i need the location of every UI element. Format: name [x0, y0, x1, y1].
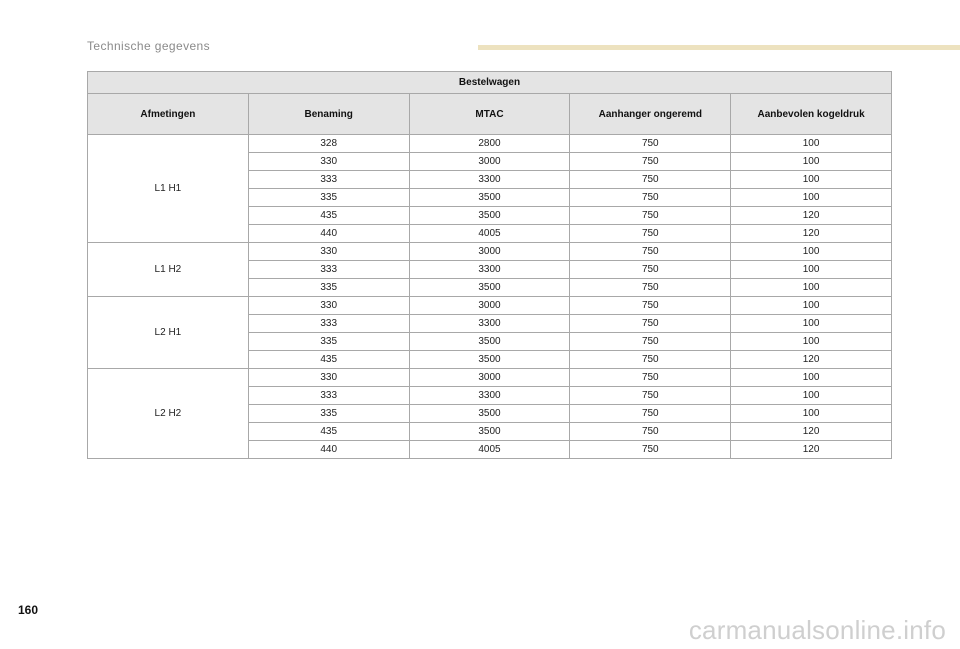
header-accent-bar [478, 45, 960, 50]
table-cell: 3000 [409, 153, 570, 171]
section-title: Technische gegevens [87, 39, 211, 53]
table-row [88, 243, 892, 261]
table-cell: 750 [570, 315, 731, 333]
table-cell: 100 [731, 315, 892, 333]
table-cell: 120 [731, 423, 892, 441]
table-cell: 750 [570, 135, 731, 153]
table-cell: 750 [570, 279, 731, 297]
table-cell: 750 [570, 369, 731, 387]
table-cell: 100 [731, 369, 892, 387]
spec-table [87, 71, 892, 459]
table-cell: 440 [248, 441, 409, 459]
column-header: MTAC [409, 94, 570, 135]
table-cell: 750 [570, 441, 731, 459]
table-cell: 3500 [409, 207, 570, 225]
table-cell: 100 [731, 171, 892, 189]
table-cell: 3300 [409, 387, 570, 405]
table-cell: 3500 [409, 423, 570, 441]
table-cell: 750 [570, 261, 731, 279]
table-cell: 120 [731, 351, 892, 369]
table-cell: 435 [248, 423, 409, 441]
table-cell: 333 [248, 261, 409, 279]
dimension-group-cell: L1 H1 [88, 135, 249, 243]
table-cell: 100 [731, 297, 892, 315]
table-cell: 100 [731, 387, 892, 405]
column-header: Afmetingen [88, 94, 249, 135]
table-cell: 2800 [409, 135, 570, 153]
table-cell: 435 [248, 351, 409, 369]
table-cell: 3500 [409, 279, 570, 297]
table-cell: 335 [248, 405, 409, 423]
table-cell: 4005 [409, 225, 570, 243]
table-cell: 100 [731, 153, 892, 171]
table-cell: 333 [248, 387, 409, 405]
table-cell: 3000 [409, 369, 570, 387]
table-cell: 750 [570, 333, 731, 351]
table-cell: 100 [731, 279, 892, 297]
table-cell: 120 [731, 207, 892, 225]
table-cell: 4005 [409, 441, 570, 459]
table-cell: 440 [248, 225, 409, 243]
table-cell: 3300 [409, 315, 570, 333]
table-cell: 750 [570, 153, 731, 171]
table-body [88, 135, 892, 459]
table-cell: 100 [731, 405, 892, 423]
table-cell: 3500 [409, 189, 570, 207]
table-cell: 3300 [409, 171, 570, 189]
table-cell: 750 [570, 405, 731, 423]
table-cell: 750 [570, 171, 731, 189]
table-cell: 750 [570, 387, 731, 405]
table-cell: 3500 [409, 333, 570, 351]
table-cell: 3300 [409, 261, 570, 279]
table-cell: 750 [570, 207, 731, 225]
table-cell: 3500 [409, 405, 570, 423]
table-row [88, 297, 892, 315]
column-header: Aanbevolen kogeldruk [731, 94, 892, 135]
table-row [88, 135, 892, 153]
dimension-group-cell: L2 H1 [88, 297, 249, 369]
table-cell: 335 [248, 189, 409, 207]
table-cell: 100 [731, 189, 892, 207]
table-cell: 3000 [409, 243, 570, 261]
table-cell: 100 [731, 135, 892, 153]
table-cell: 328 [248, 135, 409, 153]
table-cell: 330 [248, 243, 409, 261]
table-cell: 3500 [409, 351, 570, 369]
table-cell: 100 [731, 261, 892, 279]
column-header: Aanhanger ongeremd [570, 94, 731, 135]
table-cell: 750 [570, 225, 731, 243]
table-cell: 3000 [409, 297, 570, 315]
table-cell: 750 [570, 189, 731, 207]
table-cell: 333 [248, 315, 409, 333]
dimension-group-cell: L1 H2 [88, 243, 249, 297]
page-number: 160 [18, 603, 39, 617]
table-caption: Bestelwagen [88, 72, 892, 94]
table-cell: 333 [248, 171, 409, 189]
table-cell: 750 [570, 297, 731, 315]
table-cell: 750 [570, 243, 731, 261]
column-header: Benaming [248, 94, 409, 135]
table-cell: 335 [248, 333, 409, 351]
table-cell: 750 [570, 351, 731, 369]
table-cell: 335 [248, 279, 409, 297]
dimension-group-cell: L2 H2 [88, 369, 249, 459]
table-cell: 330 [248, 369, 409, 387]
watermark: carmanualsonline.info [688, 615, 946, 645]
table-cell: 330 [248, 297, 409, 315]
table-cell: 100 [731, 333, 892, 351]
table-cell: 120 [731, 225, 892, 243]
table-cell: 120 [731, 441, 892, 459]
table-row [88, 369, 892, 387]
table-cell: 100 [731, 243, 892, 261]
table-cell: 330 [248, 153, 409, 171]
table-cell: 435 [248, 207, 409, 225]
table-cell: 750 [570, 423, 731, 441]
